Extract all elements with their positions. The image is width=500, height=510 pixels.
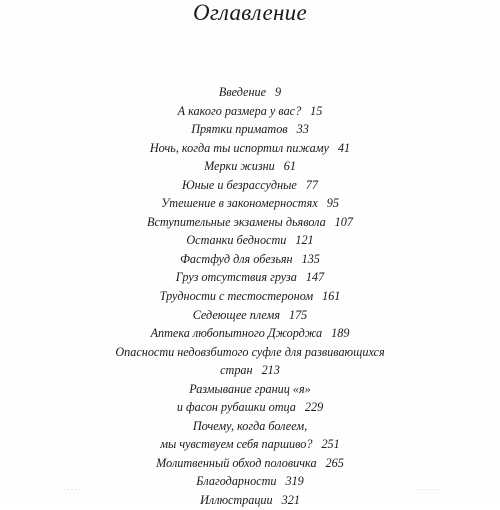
toc-entry-title: Юные и безрассудные [182,177,297,192]
footer-print-mark-right: · · · · · · [417,487,438,493]
toc-entry-page-number: 229 [304,400,324,415]
footer-print-mark-left: · · · · · · [60,487,81,493]
toc-entry-title: Мерки жизни [204,159,275,174]
toc-entry [0,324,500,343]
toc-entry [0,398,500,417]
toc-entry-page-number: 121 [295,233,314,248]
toc-entry-title: Трудности с тестостероном [159,289,314,304]
toc-entry-page-number: 135 [301,251,320,266]
toc-entry-page-number: 251 [321,437,340,452]
toc-entry [0,435,500,454]
toc-entry [0,120,500,139]
toc-entry [0,83,500,102]
toc-entry-page-number: 15 [310,103,323,118]
toc-entry-title: мы чувствуем себя паршиво? [160,437,313,452]
toc-entry-page-number: 265 [325,455,344,470]
toc-entry [0,139,500,158]
toc-entry-page-number: 189 [331,326,350,341]
toc-entry-page-number: 77 [305,177,318,192]
toc-entry-title: Седеющее племя [192,307,280,322]
toc-entry-page-number: 95 [326,196,339,211]
toc-entry-page-number: 41 [337,140,351,155]
toc-entry [0,380,500,399]
toc-entry-title: Фастфуд для обезьян [180,251,293,266]
toc-entry-page-number: 321 [281,493,300,508]
toc-entry [0,287,500,306]
toc-entry-page-number: 61 [283,159,296,174]
toc-entry [0,250,500,269]
toc-entry [0,213,500,232]
toc-entry [0,102,500,121]
toc-entry-title: Ночь, когда ты испортил пижаму [149,140,329,155]
toc-entry-page-number: 161 [322,289,341,304]
toc-entry [0,194,500,213]
toc-entry [0,231,500,250]
toc-entry [0,454,500,473]
toc-entry [0,176,500,195]
toc-entry-page-number: 175 [288,307,308,322]
toc-entry-title: Молитвенный обход половичка [156,455,317,470]
toc-entry [0,306,500,325]
toc-entry-title: Утешение в закономерностях [161,196,318,211]
toc-entry-title: Вступительные экзамены дьявола [147,214,326,229]
toc-entry [0,343,500,362]
toc-entry-title: Аптека любопытного Джорджа [150,326,323,341]
toc-entry-title: Иллюстрации [200,493,273,508]
toc-entry-page-number: 33 [296,122,309,137]
toc-entry-page-number: 147 [305,270,325,285]
toc-entry-title: А какого размера у вас? [177,103,302,118]
toc-entry-title: стран [220,363,253,378]
toc-entry-page-number: 107 [334,214,353,229]
toc-entry-title: Введение [218,85,267,99]
toc-entry-title: и фасон рубашки отца [176,400,296,415]
toc-entry-title: Опасности недовзбитого суфле для развивающихся [115,344,385,359]
toc-entry [0,361,500,380]
toc-entry [0,417,500,436]
toc-entry-title: Размывание границ «я» [189,381,311,396]
toc-entry-title: Прятки приматов [191,122,288,137]
toc-entry-page-number: 9 [275,85,282,99]
toc-entry-title: Груз отсутствия груза [175,270,297,285]
toc-entry-title: Останки бедности [186,233,287,248]
toc-entry-title: Благодарности [196,474,277,489]
toc-entry [0,157,500,176]
toc-entry [0,268,500,287]
toc-entry-title: Почему, когда болеем, [192,418,308,433]
page-footer [0,487,500,497]
page-title: Оглавление [192,0,307,25]
table-of-contents [0,83,500,510]
toc-entry-page-number: 213 [261,363,280,378]
toc-entry-page-number: 319 [285,474,304,489]
